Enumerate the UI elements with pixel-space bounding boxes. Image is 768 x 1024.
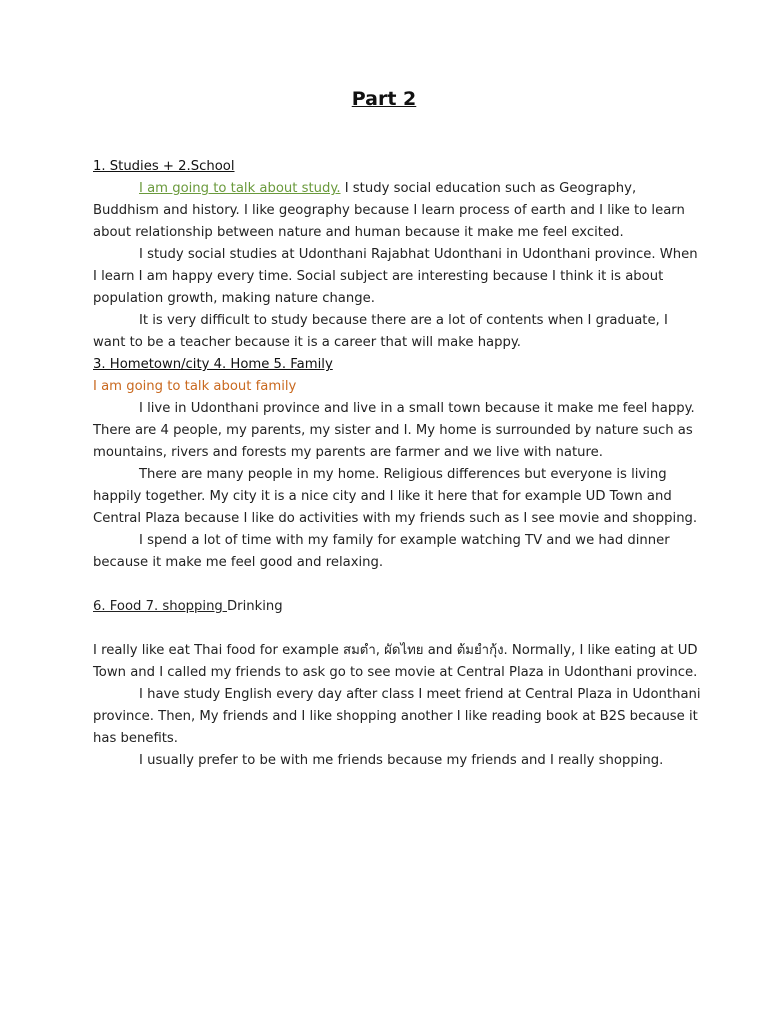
spacer: [93, 618, 683, 640]
paragraph-line: I have study English every day after class I meet friend at Central Plaza in Udonthani: [139, 687, 701, 702]
paragraph-line: I usually prefer to be with me friends because my friends and I really shopping.: [139, 753, 664, 768]
paragraph-text: I study social education such as Geography,: [340, 181, 637, 196]
paragraph-line: I study social studies at Udonthani Rajabhat Udonthani in Udonthani province. When: [139, 247, 698, 262]
page-title: Part 2: [351, 88, 417, 110]
paragraph-line: It is very difficult to study because there are a lot of contents when I graduate, I: [139, 313, 668, 328]
section-heading-underlined: 6. Food 7. shopping: [93, 599, 227, 614]
section-heading-rest: Drinking: [227, 599, 283, 614]
paragraph-line: province. Then, My friends and I like shopping another I like reading book at B2S because it: [93, 709, 698, 724]
paragraph-line: because it make me feel good and relaxing.: [93, 555, 384, 570]
section-heading-studies: 1. Studies + 2.School: [93, 159, 235, 174]
paragraph-line: I learn I am happy every time. Social subject are interesting because I think it is about: [93, 269, 664, 284]
highlighted-intro: I am going to talk about family: [93, 379, 297, 394]
highlighted-intro: I am going to talk about study.: [139, 181, 341, 196]
paragraph-line: want to be a teacher because it is a career that will make happy.: [93, 335, 521, 350]
paragraph-line: Town and I called my friends to ask go to see movie at Central Plaza in Udonthani province.: [93, 665, 698, 680]
paragraph-line: There are 4 people, my parents, my sister and I. My home is surrounded by nature such as: [93, 423, 693, 438]
paragraph-line: I live in Udonthani province and live in a small town because it make me feel happy.: [139, 401, 695, 416]
paragraph-line: population growth, making nature change.: [93, 291, 375, 306]
paragraph-line: There are many people in my home. Religious differences but everyone is living: [139, 467, 667, 482]
spacer: [93, 574, 683, 596]
paragraph-line: I spend a lot of time with my family for example watching TV and we had dinner: [139, 533, 670, 548]
section-heading-food: [93, 596, 683, 618]
paragraph-line: Buddhism and history. I like geography because I learn process of earth and I like to learn: [93, 203, 685, 218]
paragraph-line: has benefits.: [93, 731, 178, 746]
paragraph-line: happily together. My city it is a nice city and I like it here that for example UD Town and: [93, 489, 672, 504]
document-body: [93, 156, 701, 772]
paragraph-line: Central Plaza because I like do activities with my friends such as I see movie and shopping.: [93, 511, 698, 526]
section-heading-hometown: 3. Hometown/city 4. Home 5. Family: [93, 357, 333, 372]
paragraph-line: I really like eat Thai food for example สมตำ, ผัดไทย and ต้มยำกุ้ง. Normally, I like eating at UD: [93, 643, 698, 658]
paragraph-line: about relationship between nature and human because it make me feel excited.: [93, 225, 624, 240]
paragraph-line: [93, 178, 683, 200]
paragraph-line: mountains, rivers and forests my parents are farmer and we live with nature.: [93, 445, 603, 460]
